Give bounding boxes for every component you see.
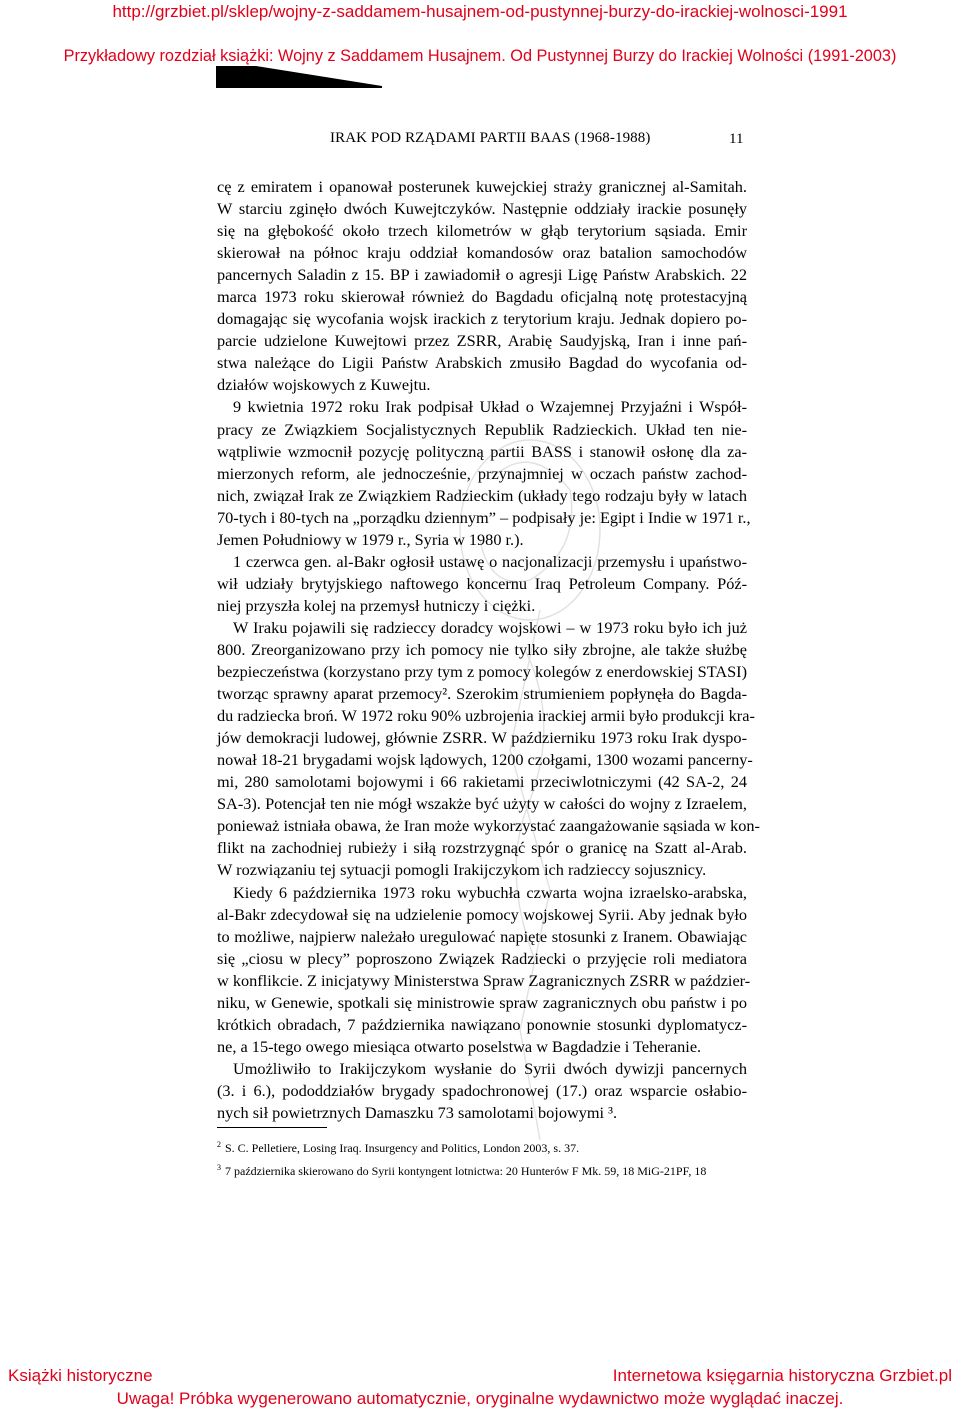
footnote-mark: 3 (217, 1163, 221, 1172)
text-line: al-Bakr zdecydował się na udzielenie pomocy wojskowej Syrii. Aby jednak było (217, 904, 747, 924)
text-line: 9 kwietnia 1972 roku Irak podpisał Układ o Wzajemnej Przyjaźni i Współ- (233, 397, 747, 417)
footnote-text: S. C. Pelletiere, Losing Iraq. Insurgency and Politics, London 2003, s. 37. (225, 1141, 580, 1155)
footer-shop-name[interactable]: Internetowa księgarnia historyczna Grzbiet.pl (612, 1366, 952, 1385)
text-line: cę z emiratem i opanował posterunek kuwejckiej straży granicznej al-Samitah. (217, 177, 747, 196)
scan-edge-mark (216, 66, 382, 88)
sample-chapter-title: Przykładowy rozdział książki: Wojny z Saddamem Husajnem. Od Pustynnej Burzy do Irackiej Wolności (1991-2003) (63, 47, 897, 65)
text-line: flikt na zachodniej rubieży i siłą rozstrzygnąć spór o granicę na Szatt al-Arab. (217, 838, 747, 858)
footnote-mark: 2 (217, 1140, 221, 1149)
footnote-text: 7 października skierowano do Syrii kontyngent lotnictwa: 20 Hunterów F Mk. 59, 18 MiG-21PF, 18 (225, 1164, 707, 1178)
text-line: 70-tych i 80-tych na „porządku dziennym” – podpisały je: Egipt i Indie w 1971 r., (217, 507, 751, 527)
text-line: krótkich obradach, 7 października nawiązano ponownie stosunki dyplomatycz- (217, 1014, 747, 1034)
running-head: IRAK POD RZĄDAMI PARTII BAAS (1968-1988) (330, 130, 651, 146)
text-line: pancernych Saladin z 15. BP i zawiadomił o agresji Ligę Państw Arabskich. 22 (217, 265, 747, 285)
text-line: du radziecka broń. W 1972 roku 90% uzbrojenia irackiej armii było produkcji kra- (217, 706, 755, 726)
text-line: tworząc sprawny aparat przemocy². Szerokim strumieniem popłynęła do Bagda- (217, 684, 747, 704)
text-line: (3. i 6.), pododdziałów brygady spadochronowej (17.) oraz wsparcie osłabio- (217, 1080, 747, 1100)
footnote-divider (217, 1127, 327, 1128)
text-line: działów wojskowych z Kuwejtu. (217, 375, 431, 395)
text-line: nych sił powietrznych Damaszku 73 samolotami bojowymi ³. (217, 1102, 618, 1122)
footnote (217, 1158, 747, 1181)
text-line: nich, związał Irak ze Związkiem Radzieckim (układy tego rodzaju były w latach (217, 485, 747, 505)
text-line: wił udziały brytyjskiego naftowego koncernu Iraq Petroleum Company. Póź- (217, 573, 747, 593)
text-line: SA-3). Potencjał ten nie mógł wszakże być użyty w całości do wojny z Izraelem, (217, 794, 747, 814)
text-line: W Iraku pojawili się radzieccy doradcy wojskowi – w 1973 roku było ich już (233, 617, 747, 637)
text-line: Umożliwiło to Irakijczykom wysłanie do Syrii dwóch dywizji pancernych (233, 1058, 747, 1078)
text-line: nował 18-21 brygadami wojsk lądowych, 1200 czołgami, 1300 wozami pancerny- (217, 750, 753, 770)
text-line: niej przyszła kolej na przemysł hutniczy i ciężki. (217, 595, 536, 615)
text-line: stwa należące do Ligii Państw Arabskich zmusiło Bagdad do wycofania od- (217, 353, 747, 373)
text-line: ne, a 15-tego owego miesiąca otwarto poselstwa w Bagdadzie i Teheranie. (217, 1036, 702, 1056)
text-line: w konflikcie. Z inicjatywy Ministerstwa Spraw Zagranicznych ZSRR w paździer- (217, 970, 751, 990)
footnote (217, 1135, 747, 1158)
body-text (217, 176, 760, 1124)
text-line: się „ciosu w plecy” poproszono Związek Radziecki o przyjęcie roli mediatora (217, 948, 747, 968)
text-line: się na głębokość około trzech kilometrów w głąb terytorium sąsiada. Emir (217, 221, 747, 241)
text-line: bezpieczeństwa (korzystano przy tym z pomocy kolegów z enerdowskiej STASI) (217, 662, 747, 682)
text-line: Jemen Południowy w 1979 r., Syria w 1980 r.). (217, 529, 524, 549)
text-line: wątpliwie wzmocnił pozycję polityczną partii BASS i stanowił osłonę dla za- (217, 441, 747, 461)
text-line: parcie udzielone Kuwejtowi przez ZSRR, Arabię Saudyjską, Iran i inne pań- (217, 331, 747, 351)
text-line: 800. Zreorganizowano przy ich pomocy nie tylko siły zbrojne, ale także służbę (217, 639, 747, 659)
source-url-link[interactable]: http://grzbiet.pl/sklep/wojny-z-saddamem-husajnem-od-pustynnej-burzy-do-irackiej-wolnosci-1991 (112, 2, 848, 21)
footer-shop-category[interactable]: Książki historyczne (8, 1366, 153, 1385)
sample-disclaimer: Uwaga! Próbka wygenerowano automatycznie, oryginalne wydawnictwo może wyglądać inaczej. (116, 1389, 844, 1408)
text-line: Kiedy 6 października 1973 roku wybuchła czwarta wojna izraelsko-arabska, (233, 882, 747, 902)
text-line: W starciu zginęło dwóch Kuwejtczyków. Następnie oddziały irackie posunęły (217, 199, 747, 219)
text-line: jów demokracji ludowej, głównie ZSRR. W październiku 1973 roku Irak dyspo- (217, 728, 747, 748)
text-line: mi, 280 samolotami bojowymi i 66 rakietami przeciwlotniczymi (42 SA-2, 24 (217, 772, 747, 792)
page-number: 11 (729, 131, 744, 147)
text-line: W rozwiązaniu tej sytuacji pomogli Irakijczykom ich radzieccy sojusznicy. (217, 860, 707, 880)
text-line: to możliwe, najpierw należało uregulować napięte stosunki z Iranem. Obawiając (217, 926, 747, 946)
text-line: domagając się wycofania wojsk irackich z terytorium kraju. Jednak dopiero po- (217, 309, 747, 329)
text-line: mierzonych reform, ale jednocześnie, przynajmniej w oczach państw zachod- (217, 463, 747, 483)
text-line: marca 1973 roku skierował również do Bagdadu oficjalną notę protestacyjną (217, 287, 747, 307)
text-line: niku, w Genewie, spotkali się ministrowie spraw zagranicznych obu państw i po (217, 992, 747, 1012)
text-line: 1 czerwca gen. al-Bakr ogłosił ustawę o nacjonalizacji przemysłu i upaństwo- (233, 551, 747, 571)
text-line: ponieważ istniała obawa, że Iran może wykorzystać zaangażowanie sąsiada w kon- (217, 816, 760, 836)
text-line: pracy ze Związkiem Socjalistycznych Republik Radzieckich. Układ ten nie- (217, 419, 747, 439)
text-line: skierował na północ kraju oddział komandosów oraz batalion samochodów (217, 243, 747, 263)
footnotes (217, 1135, 747, 1181)
